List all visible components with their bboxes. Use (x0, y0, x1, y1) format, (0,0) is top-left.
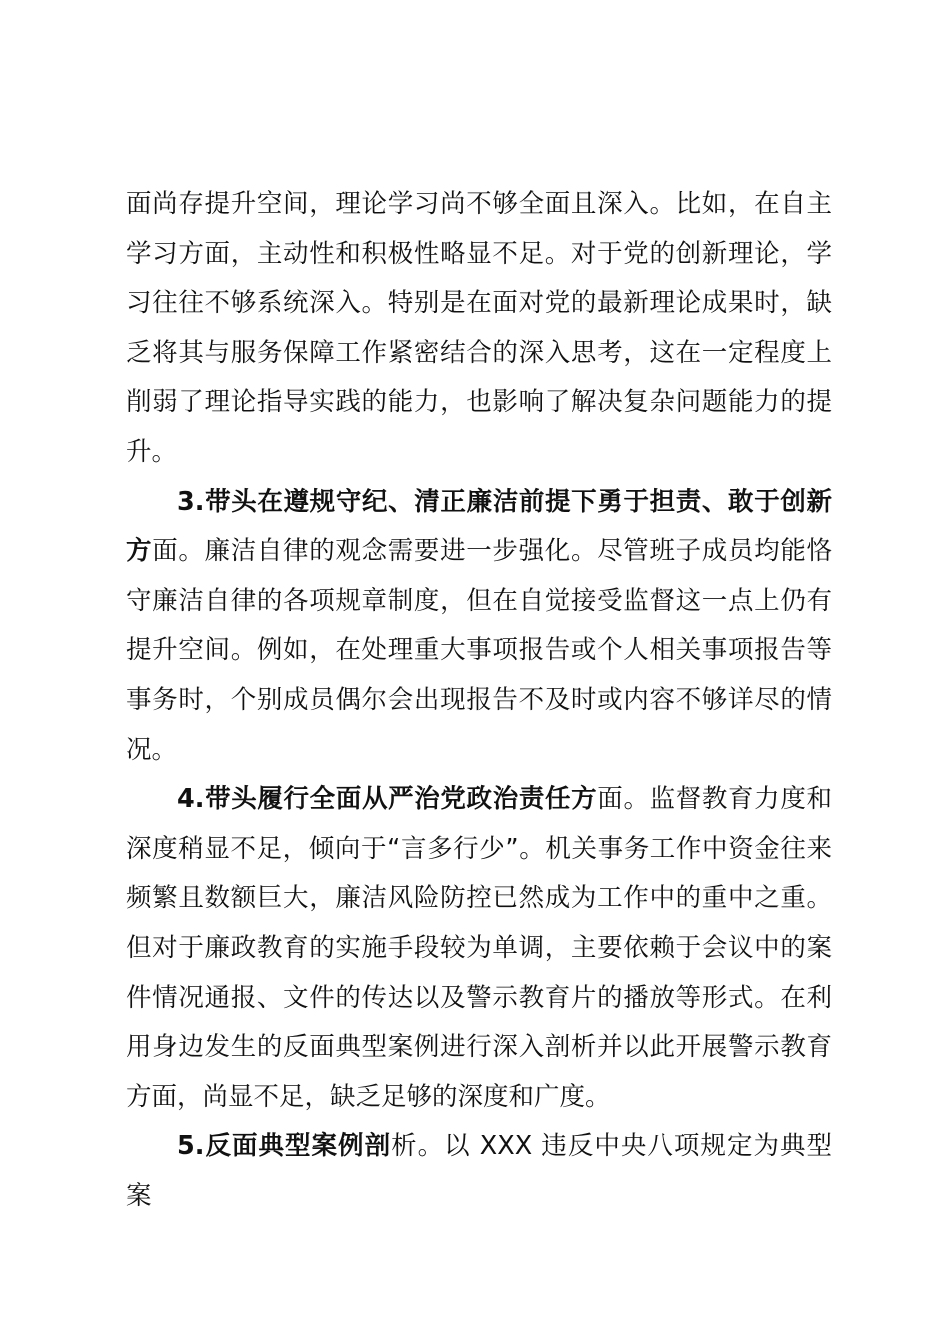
paragraph-text: 面尚存提升空间，理论学习尚不够全面且深入。比如，在自主学习方面，主动性和积极性略显不足。对于党的创新理论，学习往往不够系统深入。特别是在面对党的最新理论成果时，缺乏将其与服务保障工作紧密结合的深入思考，这在一定程度上削弱了理论指导实践的能力，也影响了解决复杂问题能力的提升。 (126, 189, 832, 467)
paragraph-heading: 3.带头在遵规守纪、清正廉洁前提下勇于担责、敢于创新方 (126, 486, 832, 567)
paragraph-item-5 (126, 1122, 832, 1221)
paragraph-heading: 4.带头履行全面从严治党政治责任方 (177, 784, 598, 815)
document-page (126, 180, 832, 1221)
paragraph-heading: 5.反面典型案例剖 (177, 1131, 392, 1162)
paragraph-text: 析。以 XXX 违反中央八项规定为典型案 (126, 1131, 832, 1211)
paragraph-item-3 (126, 478, 832, 776)
paragraph-continued (126, 180, 832, 478)
paragraph-item-4 (126, 775, 832, 1122)
paragraph-text: 面。廉洁自律的观念需要进一步强化。尽管班子成员均能恪守廉洁自律的各项规章制度，但在自觉接受监督这一点上仍有提升空间。例如，在处理重大事项报告或个人相关事项报告等事务时，个别成员偶尔会出现报告不及时或内容不够详尽的情况。 (126, 536, 832, 765)
paragraph-text: 面。监督教育力度和深度稍显不足，倾向于“言多行少”。机关事务工作中资金往来频繁且数额巨大，廉洁风险防控已然成为工作中的重中之重。但对于廉政教育的实施手段较为单调，主要依赖于会议中的案件情况通报、文件的传达以及警示教育片的播放等形式。在利用身边发生的反面典型案例进行深入剖析并以此开展警示教育方面，尚显不足，缺乏足够的深度和广度。 (126, 784, 832, 1112)
